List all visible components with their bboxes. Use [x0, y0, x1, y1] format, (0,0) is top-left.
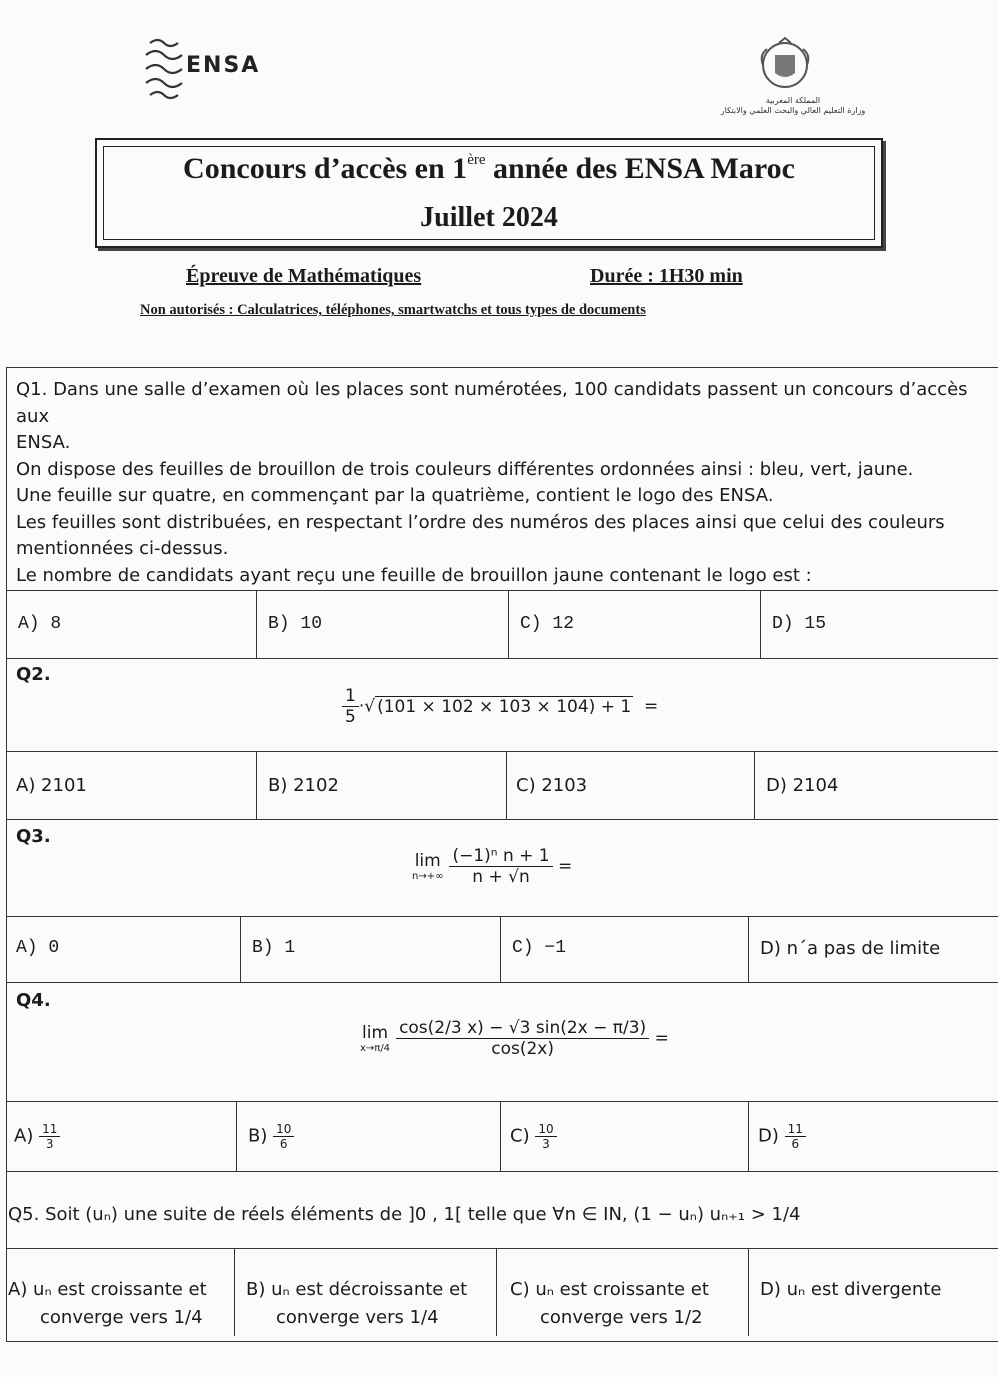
- morocco-emblem: [755, 35, 815, 95]
- q2-formula: $\frac{1}{5}$ ·√ (101 × 102 × 103 × 104) + 1 =: [342, 686, 658, 727]
- exam-title: Concours d’accès en 1ère année des ENSA Maroc: [183, 152, 795, 185]
- logo-text: ENSA: [186, 53, 261, 78]
- q1-line1: Q1. Dans une salle d’examen où les places sont numérotées, 100 candidats passent un concours d’accès aux: [16, 379, 968, 427]
- q2-answer-b[interactable]: B) 2102: [268, 775, 339, 796]
- exam-date: Juillet 2024: [420, 202, 558, 233]
- q5-answer-c[interactable]: C) uₙ est croissante et converge vers 1/2: [510, 1279, 709, 1328]
- ministry-label: [698, 96, 888, 116]
- q4-answer-c[interactable]: C) $\frac{10}{3}$: [510, 1122, 557, 1151]
- ensa-logo-icon: [140, 35, 188, 105]
- q1-answer-a[interactable]: A) 8: [18, 614, 62, 634]
- duree-label: Durée : 1H30 min: [590, 265, 743, 287]
- q1-answer-c[interactable]: C) 12: [520, 614, 575, 634]
- q1-line6: mentionnées ci-dessus.: [16, 538, 229, 559]
- epreuve-label: Épreuve de Mathématiques: [186, 265, 422, 287]
- q3-label: Q3.: [16, 826, 51, 847]
- q5-answer-b[interactable]: B) uₙ est décroissante et converge vers 1/4: [246, 1279, 468, 1328]
- q1-line3: On dispose des feuilles de brouillon de trois couleurs différentes ordonnées ainsi : bleu, vert, jaune.: [16, 458, 914, 480]
- q4-label: Q4.: [16, 990, 51, 1011]
- q5-statement: Q5. Soit (uₙ) une suite de réels éléments de ]0 , 1[ telle que ∀n ∈ IN, (1 − uₙ) uₙ₊₁ > 1/4: [8, 1204, 801, 1225]
- q1-statement: [16, 377, 991, 589]
- q1-answer-d[interactable]: D) 15: [772, 614, 827, 634]
- q3-formula: lim n→+∞ $\frac{\text{(−1)ⁿ n + 1}}{n + √n}$ =: [412, 846, 573, 887]
- q3-answer-a[interactable]: A) 0: [16, 938, 60, 958]
- ensa-logo: [140, 35, 280, 105]
- coat-of-arms-icon: [755, 35, 815, 95]
- q4-answer-b[interactable]: B) $\frac{10}{6}$: [248, 1122, 294, 1151]
- q2-label: Q2.: [16, 664, 51, 685]
- q3-answer-c[interactable]: C) −1: [512, 938, 567, 958]
- q1-line4: Une feuille sur quatre, en commençant par la quatrième, contient le logo des ENSA.: [16, 485, 774, 506]
- q4-answer-d[interactable]: D) $\frac{11}{6}$: [758, 1122, 806, 1151]
- title-box: [95, 138, 883, 248]
- q2-answer-a[interactable]: A) 2101: [16, 775, 87, 796]
- non-autorises-notice: Non autorisés : Calculatrices, téléphones, smartwatchs et tous types de documents: [140, 302, 646, 318]
- q2-answer-c[interactable]: C) 2103: [516, 775, 588, 796]
- q3-answer-b[interactable]: B) 1: [252, 938, 296, 958]
- ministry-line1: المملكة المغربية: [765, 96, 821, 105]
- q1-line5: Les feuilles sont distribuées, en respectant l’ordre des numéros des places ainsi que celui des couleurs: [16, 511, 945, 533]
- q1-line2: ENSA.: [16, 432, 71, 453]
- q2-answer-d[interactable]: D) 2104: [766, 775, 839, 796]
- ministry-line2: وزارة التعليم العالي والبحث العلمي والابتكار: [720, 106, 866, 115]
- q3-answer-d[interactable]: D) n´a pas de limite: [760, 938, 941, 959]
- q4-formula: lim x→π/4 $\frac{\cos(2/3 x) - √3 \sin(2x - \pi/3)}{\cos(2x)}$ =: [360, 1018, 669, 1059]
- q1-line7: Le nombre de candidats ayant reçu une feuille de brouillon jaune contenant le logo est :: [16, 564, 812, 586]
- q5-answer-d[interactable]: D) uₙ est divergente: [760, 1279, 942, 1300]
- q1-answer-b[interactable]: B) 10: [268, 614, 323, 634]
- q4-answer-a[interactable]: A) $\frac{11}{3}$: [14, 1122, 60, 1151]
- q5-answer-a[interactable]: A) uₙ est croissante et converge vers 1/4: [8, 1279, 207, 1328]
